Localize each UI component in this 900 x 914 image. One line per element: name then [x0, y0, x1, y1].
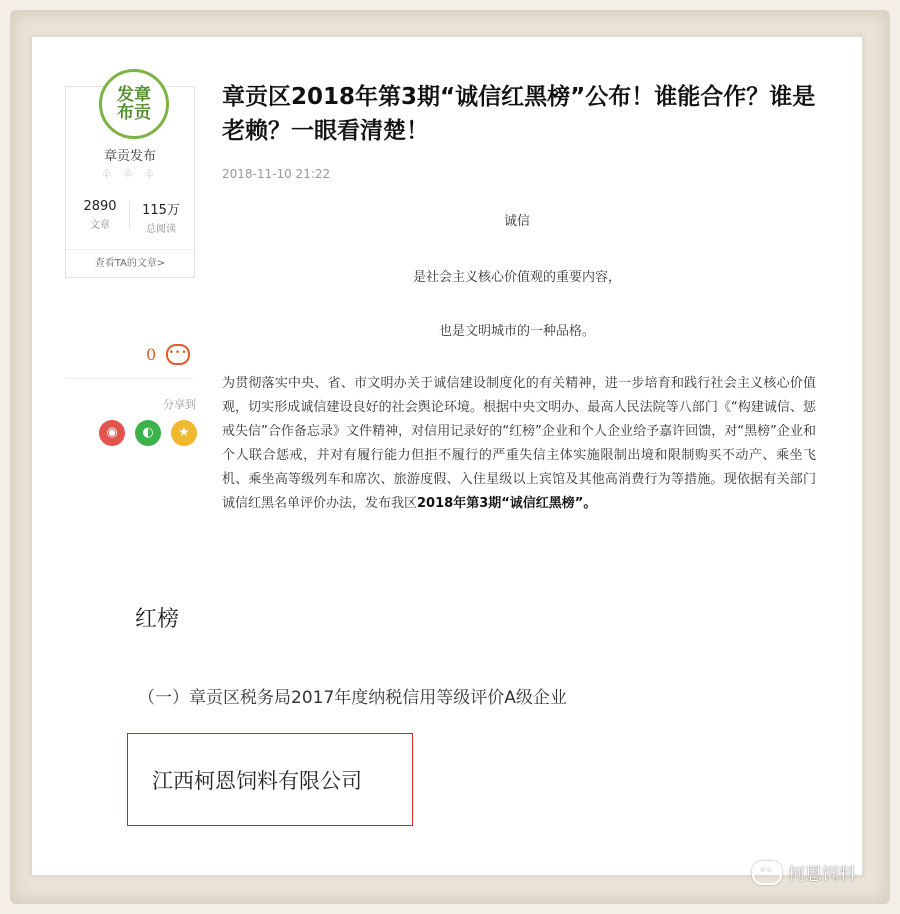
paragraph-bold-text: 2018年第3期“诚信红黑榜”。: [417, 496, 597, 511]
stat-label: 总阅读: [146, 224, 176, 235]
stat-value: 2890: [83, 199, 117, 214]
stat-label: 文章: [90, 220, 110, 231]
watermark: [752, 860, 856, 885]
article-title: 章贡区2018年第3期“诚信红黑榜”公布！谁能合作？谁是老赖？一眼看清楚！: [222, 84, 816, 144]
publish-date: 2018-11-10 21:22: [222, 167, 331, 181]
sub-heading: （一）章贡区税务局2017年度纳税信用等级评价A级企业: [138, 688, 567, 708]
share-label: 分享到: [163, 398, 196, 411]
intro-line: 诚信: [503, 214, 530, 229]
sidebar-divider: [65, 378, 193, 379]
stat-articles: [70, 199, 130, 231]
account-logo[interactable]: [99, 69, 169, 139]
stat-divider: [129, 201, 130, 229]
author-name[interactable]: 章贡发布: [103, 149, 156, 164]
favorite-star-icon[interactable]: ★: [171, 420, 197, 446]
wechat-share-icon[interactable]: ◐: [135, 420, 161, 446]
intro-line: 也是文明城市的一种品格。: [438, 324, 595, 339]
view-articles-link[interactable]: 查看TA的文章>: [66, 249, 194, 278]
article-paragraph: [222, 372, 816, 516]
section-heading: 红榜: [135, 607, 180, 632]
wechat-watermark-icon: ••: [752, 861, 782, 885]
watermark-text: 柯恩饲料: [788, 865, 856, 885]
share-icons: [99, 420, 197, 446]
comment-row[interactable]: [146, 344, 190, 365]
company-box: [127, 733, 413, 826]
badge-icons: ♧ ♧ ♧: [101, 167, 159, 180]
comment-count: 0: [146, 345, 157, 364]
stat-value: 115万: [142, 203, 180, 218]
comment-icon[interactable]: •••: [166, 344, 190, 365]
stat-reads: [131, 199, 191, 235]
paragraph-text: 为贯彻落实中央、省、市文明办关于诚信建设制度化的有关精神，进一步培育和践行社会主义核心价值观，切实形成诚信建设良好的社会舆论环境。根据中央文明办、最高人民法院等八部门《“构建诚信、惩戒失信”合作备忘录》文件精神，对信用记录好的“红榜”企业和个人企业给予嘉许回馈，对“黑榜”企业和个人联合惩戒，并对有履行能力但拒不履行的严重失信主体实施限制出境和限制购买不动产、乘坐飞机、乘坐高等级列车和席次、旅游度假、入住星级以上宾馆及其他高消费行为等措施。现依据有关部门诚信红黑名单评价办法，发布我区: [222, 376, 816, 511]
logo-text: 发章布贡: [117, 85, 151, 123]
intro-line: 是社会主义核心价值观的重要内容，: [412, 270, 621, 285]
weibo-share-icon[interactable]: ◉: [99, 420, 125, 446]
company-name: 江西柯恩饲料有限公司: [152, 768, 362, 793]
author-card: [65, 86, 195, 278]
